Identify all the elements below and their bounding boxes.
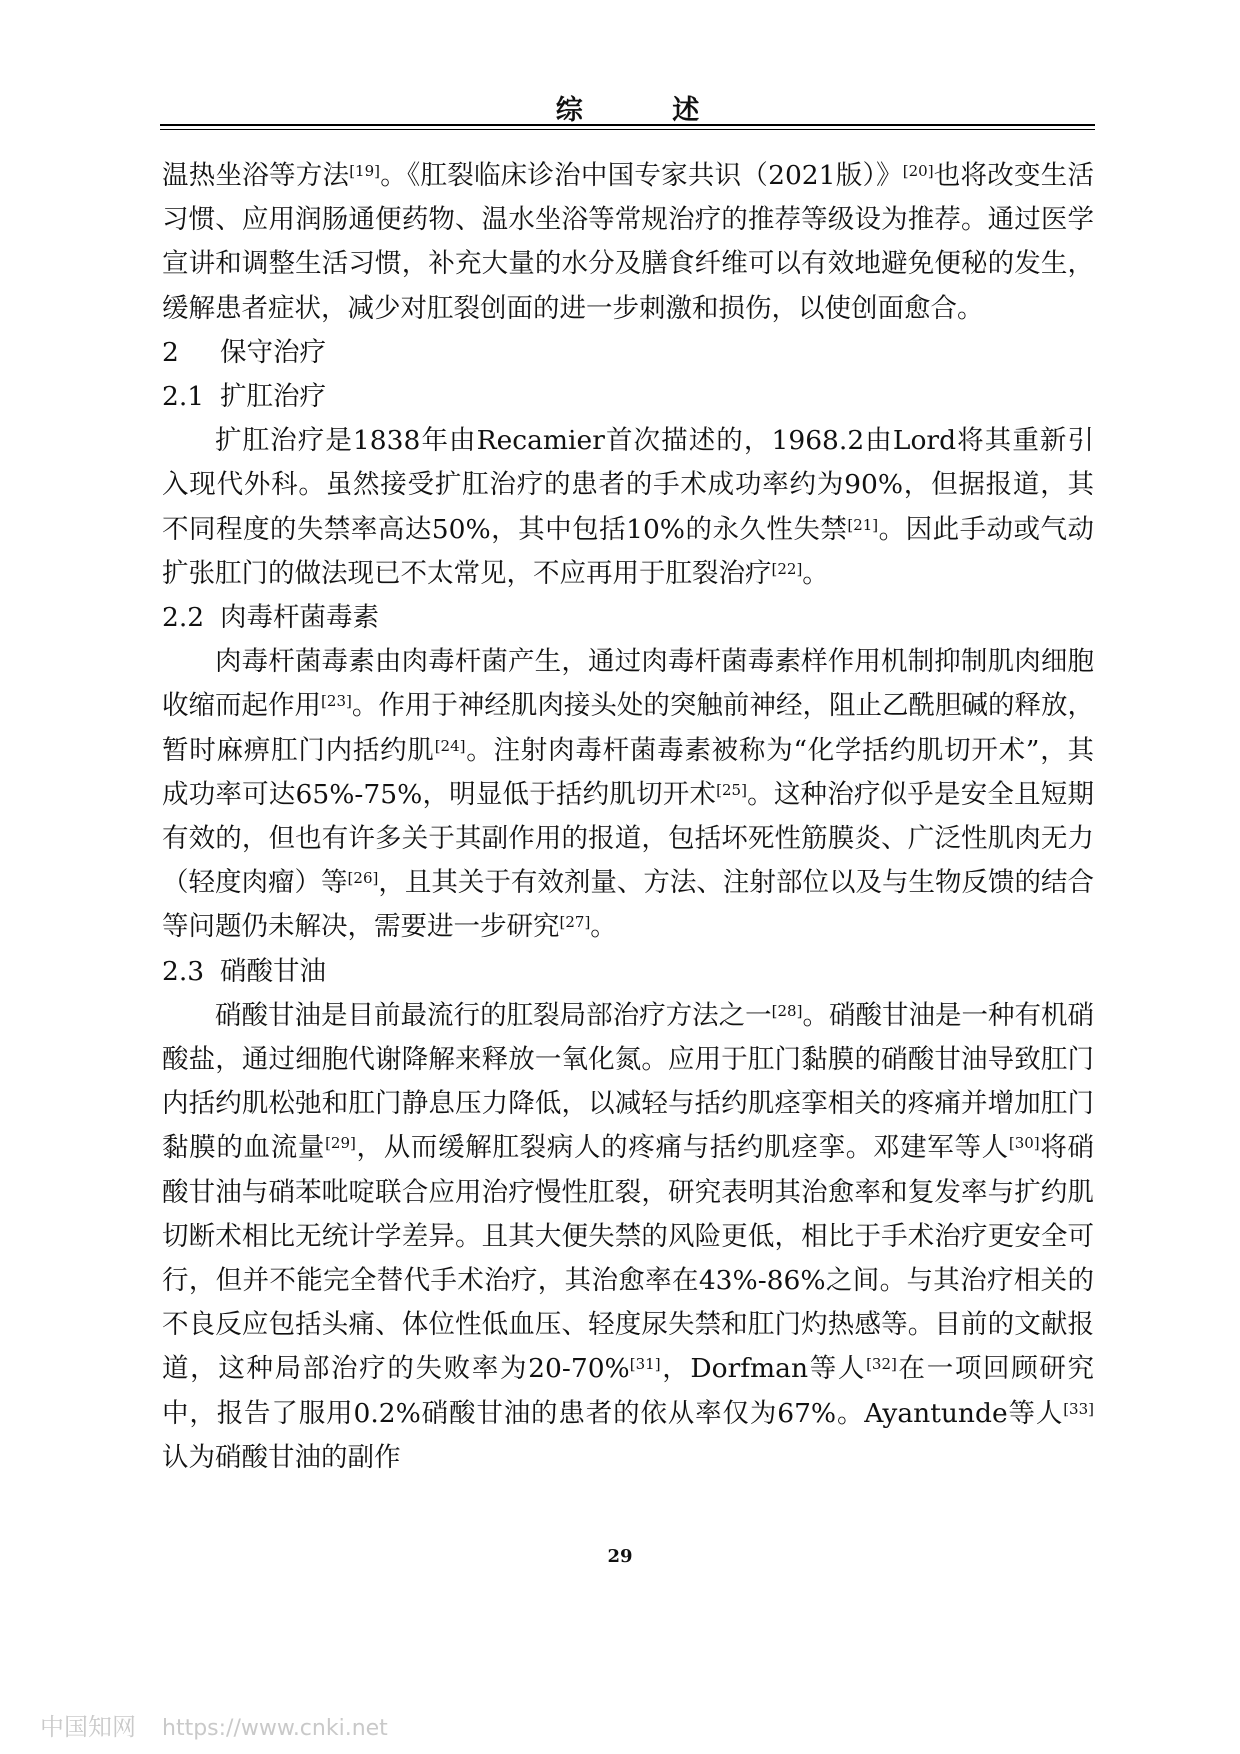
section-title: 肉毒杆菌毒素	[220, 602, 379, 634]
citation-ref: [28]	[771, 1001, 803, 1020]
citation-ref: [27]	[559, 913, 591, 932]
text-run: ，从而缓解肛裂病人的疼痛与括约肌痉挛。邓建军等人	[355, 1132, 1009, 1164]
cnki-watermark	[40, 1707, 388, 1742]
paragraph	[162, 994, 1094, 1480]
text-run: 将硝酸甘油与硝苯吡啶联合应用治疗慢性肛裂，研究表明其治愈率和复发率与扩约肌切断术相比无统计学差异。且其大便失禁的风险更低，相比于手术治疗更安全可行，但并不能完全替代手术治疗，其治愈率在43%-86%之间。与其治疗相关的不良反应包括头痛、体位性低血压、轻度尿失禁和肛门灼热感等。目前的文献报道，这种局部治疗的失败率为20-70%	[162, 1132, 1095, 1385]
running-header: 综 述	[555, 95, 740, 126]
header-rule-thick	[160, 124, 1095, 126]
section-number: 2.1	[162, 381, 205, 413]
section-number: 2.2	[162, 602, 205, 634]
text-run: 硝酸甘油是目前最流行的肛裂局部治疗方法之一	[215, 999, 772, 1031]
text-run: 。因此手动或气动扩张肛门的做法现已不太常见，不应再用于肛裂治疗	[162, 513, 1094, 589]
text-run: 认为硝酸甘油的副作	[162, 1441, 401, 1473]
text-run: 。作用于神经肌肉接头处的突触前神经，阻止乙酰胆碱的释放，暂时麻痹肛门内括约肌	[162, 690, 1095, 766]
section-title: 硝酸甘油	[220, 955, 326, 987]
text-run: 。	[802, 557, 829, 589]
text-run: 肉毒杆菌毒素由肉毒杆菌产生，通过肉毒杆菌毒素样作用机制抑制肌肉细胞收缩而起作用	[162, 646, 1094, 722]
citation-ref: [20]	[902, 161, 934, 180]
section-number: 2.3	[162, 955, 205, 987]
citation-ref: [24]	[434, 736, 466, 755]
citation-ref: [23]	[321, 692, 352, 711]
section-title: 保守治疗	[220, 336, 326, 368]
citation-ref: [29]	[325, 1134, 356, 1153]
text-run: ，且其关于有效剂量、方法、注射部位以及与生物反馈的结合等问题仍未解决，需要进一步研究	[162, 867, 1095, 943]
page-number: 29	[607, 1546, 633, 1567]
citation-ref: [22]	[771, 559, 803, 578]
citation-ref: [26]	[347, 869, 379, 887]
citation-ref: [25]	[716, 780, 747, 799]
section-heading	[162, 375, 1094, 419]
citation-ref: [31]	[629, 1355, 661, 1374]
section-heading	[162, 596, 1094, 640]
section-heading	[162, 950, 1094, 994]
text-run: 。	[590, 911, 617, 943]
citation-ref: [19]	[349, 161, 380, 180]
text-run: 。《肛裂临床诊治中国专家共识（2021版）》	[379, 160, 903, 191]
header-rule-thin	[160, 129, 1095, 130]
text-run: ，Dorfman等人	[660, 1353, 867, 1385]
citation-ref: [21]	[847, 515, 879, 534]
text-run: 也将改变生活习惯、应用润肠通便药物、温水坐浴等常规治疗的推荐等级设为推荐。通过医学宣讲和调整生活习惯，补充大量的水分及膳食纤维可以有效地避免便秘的发生，缓解患者症状，减少对肛裂创面的进一步刺激和损伤，以使创面愈合。	[162, 160, 1094, 324]
paragraph	[162, 154, 1094, 331]
text-run: 。硝酸甘油是一种有机硝酸盐，通过细胞代谢降解来释放一氧化氮。应用于肛门黏膜的硝酸甘油导致肛门内括约肌松弛和肛门静息压力降低，以减轻与括约肌痉挛相关的疼痛并增加肛门黏膜的血流量	[162, 999, 1095, 1164]
citation-ref: [30]	[1008, 1134, 1040, 1153]
section-heading	[162, 331, 1094, 375]
paragraph	[162, 419, 1094, 596]
text-run: 温热坐浴等方法	[162, 160, 350, 191]
body-text	[162, 154, 1094, 1480]
text-run: 扩肛治疗是1838年由Recamier首次描述的，1968.2由Lord将其重新引入现代外科。虽然接受扩肛治疗的患者的手术成功率约为90%，但据报道，其不同程度的失禁率高达50%，其中包括10%的永久性失禁	[162, 425, 1094, 545]
text-run: 在一项回顾研究中，报告了服用0.2%硝酸甘油的患者的依从率仅为67%。Ayantunde等人	[162, 1353, 1095, 1429]
paragraph	[162, 640, 1094, 949]
text-run: 。这种治疗似乎是安全且短期有效的，但也有许多关于其副作用的报道，包括坏死性筋膜炎、广泛性肌肉无力（轻度肉瘤）等	[162, 778, 1094, 899]
section-title: 扩肛治疗	[220, 381, 326, 413]
citation-ref: [33]	[1063, 1399, 1094, 1418]
watermark-brand: 中国知网	[40, 1713, 136, 1741]
section-number: 2	[162, 336, 179, 368]
text-run: 。注射肉毒杆菌毒素被称为“化学括约肌切开术”，其成功率可达65%-75%，明显低于括约肌切开术	[162, 734, 1094, 810]
watermark-url: https://www.cnki.net	[162, 1716, 388, 1741]
citation-ref: [32]	[866, 1355, 897, 1374]
